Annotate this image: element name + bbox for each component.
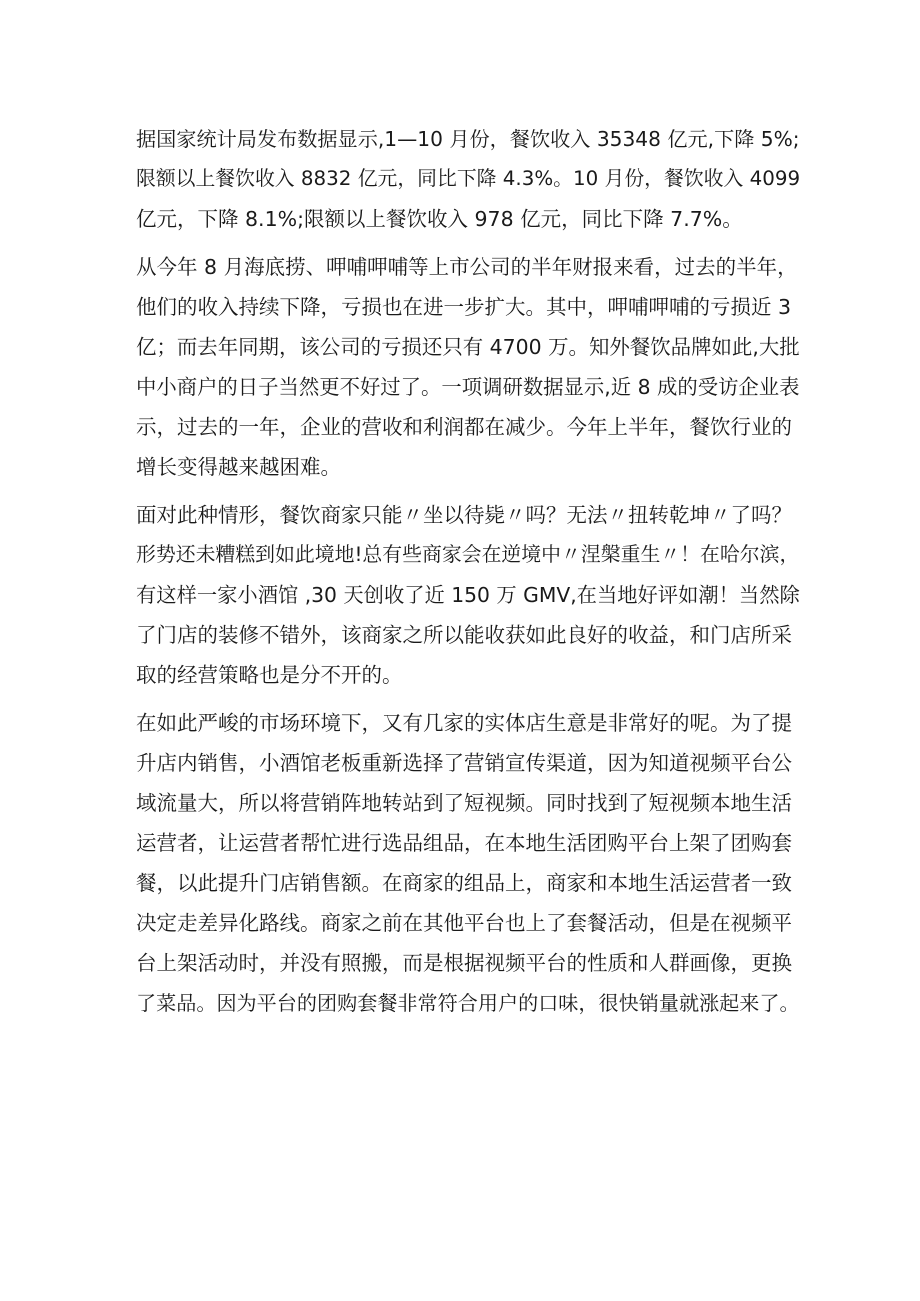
text-line: 面对此种情形，餐饮商家只能〃坐以待毙〃吗？无法〃扭转乾坤〃了吗？ <box>136 503 792 527</box>
text-line: 形势还未糟糕到如此境地!总有些商家会在逆境中〃涅槃重生〃！在哈尔滨， <box>136 543 800 566</box>
text-line: 在如此严峻的市场环境下，又有几家的实体店生意是非常好的呢。为了提 <box>136 711 792 735</box>
text-line: 增长变得越来越困难。 <box>136 455 341 479</box>
text-line: 了门店的装修不错外，该商家之所以能收获如此良好的收益，和门店所采 <box>136 623 792 647</box>
text-line: 亿；而去年同期，该公司的亏损还只有 4700 万。知外餐饮品牌如此,大批 <box>136 335 800 359</box>
text-line: 取的经营策略也是分不开的。 <box>136 663 403 687</box>
text-line: 亿元，下降 8.1%;限额以上餐饮收入 978 亿元，同比下降 7.7%。 <box>136 207 743 231</box>
text-line: 餐，以此提升门店销售额。在商家的组品上，商家和本地生活运营者一致 <box>136 871 792 895</box>
text-line: 据国家统计局发布数据显示,1—10 月份，餐饮收入 35348 亿元,下降 5%; <box>136 127 800 151</box>
text-line: 他们的收入持续下降，亏损也在进一步扩大。其中，呷哺呷哺的亏损近 3 <box>136 295 792 319</box>
paragraph-4 <box>0 703 920 1023</box>
text-line: 域流量大，所以将营销阵地转站到了短视频。同时找到了短视频本地生活 <box>136 791 792 815</box>
text-line: 升店内销售，小酒馆老板重新选择了营销宣传渠道，因为知道视频平台公 <box>136 751 792 775</box>
text-line: 了菜品。因为平台的团购套餐非常符合用户的口味，很快销量就涨起来了。 <box>136 991 800 1015</box>
text-line: 从今年 8 月海底捞、呷哺呷哺等上市公司的半年财报来看，过去的半年， <box>136 255 798 279</box>
paragraph-2 <box>0 247 920 487</box>
text-line: 示，过去的一年，企业的营收和利润都在减少。今年上半年，餐饮行业的 <box>136 415 792 439</box>
paragraph-1 <box>0 119 920 239</box>
text-line: 台上架活动时，并没有照搬，而是根据视频平台的性质和人群画像，更换 <box>136 951 792 975</box>
text-line: 中小商户的日子当然更不好过了。一项调研数据显示,近 8 成的受访企业表 <box>136 375 800 399</box>
text-line: 运营者，让运营者帮忙进行选品组品，在本地生活团购平台上架了团购套 <box>136 831 792 855</box>
text-line: 限额以上餐饮收入 8832 亿元，同比下降 4.3%。10 月份，餐饮收入 4099 <box>136 167 801 190</box>
text-line: 有这样一家小酒馆 ,30 天创收了近 150 万 GMV,在当地好评如潮！当然除 <box>136 583 800 607</box>
text-line: 决定走差异化路线。商家之前在其他平台也上了套餐活动，但是在视频平 <box>136 911 792 935</box>
paragraph-3 <box>0 495 920 695</box>
